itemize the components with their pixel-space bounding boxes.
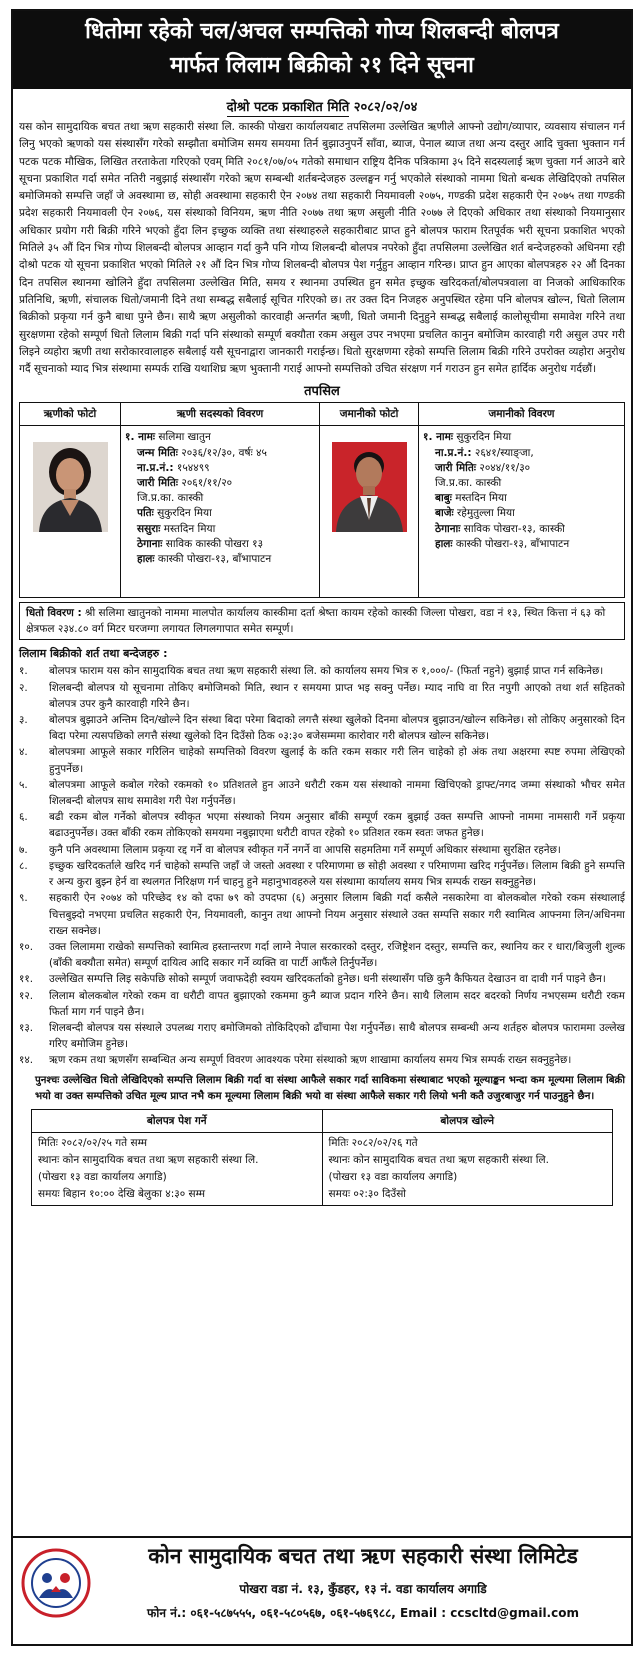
notice-page: [11, 9, 633, 1646]
banner-line-1: धितोमा रहेको चल/अचल सम्पत्तिको गोप्य शिलबन्दी बोलपत्र: [85, 19, 559, 44]
term-item: ४. बोलपत्रमा आफूले सकार गरिलिन चाहेको सम्पत्तिको विवरण खुलाई के कति रकम सकार गरी लिन चाहेको हो अंक तथा अक्षरमा स्पष्ट रुपमा लेखिएको हुनुपर्नेछ।: [19, 746, 625, 775]
header-guarantor-details: जमानीको विवरण: [419, 403, 625, 426]
submit-place-detail: (पोखरा १३ वडा कार्यालय अगाडि): [38, 1170, 167, 1183]
header-borrower-details: ऋणी सदस्यको विवरण: [121, 403, 320, 426]
borrower-citizenship-row: ना.प्र.नं.: १५४४९९: [137, 461, 210, 474]
guarantor-address-row: ठेगानाः साविक पोखरा-१३, कास्की: [435, 522, 565, 535]
collateral-label: धितो विवरण :: [26, 607, 82, 620]
borrower-dob-row: जन्म मितिः २०३६/१२/३०, वर्षः ४५: [137, 446, 267, 459]
guarantor-issue-date-row: जारी मितिः २०४४/११/३०: [435, 461, 531, 474]
terms-list: [13, 663, 631, 1068]
tapasil-title: तपसिल: [304, 384, 340, 400]
borrower-issue-office-row: जि.प्र.का. कास्की: [137, 492, 204, 505]
guarantor-photo-cell: [320, 426, 419, 598]
open-cell: [322, 1132, 613, 1205]
borrower-issue-date-row: जारी मितिः २०६१/११/२०: [137, 477, 233, 490]
term-item: १. बोलपत्र फाराम यस कोन सामुदायिक बचत तथा ऋण सहकारी संस्था लि. को कार्यालय समय भित्र रु १,०००/- (फिर्ता नहुने) बुझाई प्राप्त गर्न सकिनेछ।: [19, 665, 604, 678]
borrower-current-address-row: हालः कास्की पोखरा-१३, बाँभापाटन: [137, 553, 272, 566]
header-open: बोलपत्र खोल्ने: [322, 1109, 613, 1132]
term-item: ७. कुनै पनि अवस्थामा लिलाम प्रकृया रद्द गर्ने वा बोलपत्र स्वीकृत गर्ने नगर्ने वा आपसि सहमतिमा गर्ने सम्पूर्ण अधिकार संस्थामा सुरक्षित रहनेछ।: [19, 843, 561, 856]
term-item: २. शिलबन्दी बोलपत्र यो सूचनामा तोकिए बमोजिमको मिति, स्थान र समयमा प्राप्त भइ सक्नु पर्नेछ। म्याद नाघि वा रित नपुगी आएको तथा शर्त सहितको बोलपत्र उपर कुनै कारवाही गरिने छैन।: [19, 681, 625, 710]
submit-date: मितिः २०८२/०२/२५ गते सम्म: [38, 1136, 148, 1149]
open-date: मितिः २०८२/०२/२६ गते: [328, 1136, 418, 1149]
term-item: ९. सहकारी ऐन २०७४ को परिच्छेद १४ को दफा ७९ को उपदफा (६) अनुसार लिलाम बिक्री गर्दा कसैले नसकारेमा वा बोलकबोल गरेको रकम संस्थालाई चित्तबुझ्दो नभएमा प्रचलित सहकारी ऐन, नियमावली, कानुन तथा आफ्नो नियम अनुसार संस्थाले उक्त सम्पत्ति सकार गरी स्वामित्व आफ्नमा लिन/अधिनमा राख्न सक्नेछ।: [19, 892, 625, 937]
publication-date: २०८२/०२/०४: [353, 100, 418, 115]
borrower-name-row: १. नामः सलिमा खातुन: [125, 431, 211, 444]
guarantor-details-cell: [419, 426, 625, 598]
guarantor-grandfather-row: बाजेः रहेमुतुल्ला मिया: [435, 507, 515, 520]
details-table: [19, 402, 625, 598]
borrower-photo-cell: [20, 426, 121, 598]
borrower-father-in-law-row: ससुराः मस्तदिन मिया: [137, 522, 216, 535]
borrower-address-row: ठेगानाः साविक कास्की पोखरा १३: [137, 537, 264, 550]
open-time: समयः ०२:३० दिउँसो: [328, 1187, 407, 1200]
terms-title: लिलाम बिक्रीको शर्त तथा बन्देजहरु :: [19, 647, 168, 661]
guarantor-name-row: १. नामः सुकुरदिन मिया: [423, 431, 512, 444]
term-item: ३. बोलपत्र बुझाउने अन्तिम दिन/खोल्ने दिन संस्था बिदा परेमा बिदाको लगत्तै संस्था खुलेको दिनमा बोलपत्र बुझाउन/खोल्न सकिनेछ। सो तोकिए अनुसारको दिन बिदा परेमा त्यसपछिको लगत्तै संस्था खुलेको दिन दिउँसो ठिक ०३:३० बजेसम्ममा कारोवार गरी बोलपत्र खोल्न सकिनेछ।: [19, 714, 625, 743]
term-item: ११. उल्लेखित सम्पत्ति लिइ सकेपछि सोको सम्पूर्ण जवाफदेही स्वयम खरिदकर्ताको हुनेछ। धनी संस्थासँग पछि कुनै कैफियत देखाउन वा दावी गर्न पाइने छैन।: [19, 973, 606, 986]
term-item: ८. इच्छुक खरिदकर्ताले खरिद गर्न चाहेको सम्पत्ति जहाँ जे जस्तो अवस्था र परिमाणमा छ सोही अवस्था र परिमाणमा खरिद गर्नुपर्नेछ। लिलाम बिक्री हुने सम्पत्ति र अन्य कुरा बुझ्न हेर्न वा स्थलगत निरिक्षण गर्न चाहनु हुने महानुभावहरुले यस संस्थामा कार्यालय समय भित्र सम्पर्क राख्न सक्नुहुनेछ।: [19, 859, 625, 889]
organization-footer: [13, 1536, 631, 1644]
collateral-text: श्री सलिमा खातुनको नाममा मालपोत कार्यालय कास्कीमा दर्ता श्रेष्ता कायम रहेको कास्की जिल्ला पोखरा, वडा नं १३, स्थित कित्ता नं ६३ को क्षेत्रफल २३४.८० वर्ग मिटर घरजग्गा लगायत लिगलगापात समेत सम्पूर्ण।: [26, 607, 606, 636]
term-item: १४. ऋण रकम तथा ऋणसँग सम्बन्धित अन्य सम्पूर्ण विवरण आवश्यक परेमा संस्थाको ऋण शाखामा कार्यालय समय भित्र सम्पर्क राख्न सक्नुहुनेछ।: [19, 1054, 572, 1067]
publication-label: दोश्रो पटक प्रकाशित मिति: [226, 100, 350, 115]
intro-paragraph: यस कोन सामुदायिक बचत तथा ऋण सहकारी संस्था लि. कास्की पोखरा कार्यालयबाट तपसिलमा उल्लेखित ऋणीले आफ्नो उद्योग/व्यापार, व्यवसाय संचालन गर्न लिनु भएको ऋणको यस संस्थासँग गरेको सम्झौता बमोजिम समय समयमा तिर्न बुझाउनुपर्ने साँवा, ब्याज, पेनाल ब्याज तथा अन्य दस्तुर आदि चुक्ता भुक्तान गर्न पटक पटक मौखिक, लिखित तरताकेता गरिएको एवम् मिति २०८१/०७/०५ गतेको समाधान राष्ट्रिय दैनिक पत्रिकामा ३५ दिने सदस्यलाई ऋण चुक्ता गर्न आउने बारे सूचना प्रकाशित गर्दा समेत नतिरी नबुझाई संस्थासँग गरेको ऋण सम्बन्धी शर्तबन्देजहरु उल्लङ्घन गर्नु भएकोले संस्थाको नाममा धितो बन्धक लेखिदिएको तपसिल बमोजिमको सम्पत्ति जहाँ जे अवस्थामा छ, सोही अवस्थामा सहकारी ऐन २०७४ तथा सहकारी नियमावली २०७५, गण्डकी प्रदेश सहकारी ऐन २०७५ तथा गण्डकी प्रदेश सहकारी नियमावली ऐन २०७६, यस संस्थाको विनियम, ऋण नीति २०७७ तथा ऋण असुली नीति २०७७ ले दिएको अधिकार तथा संस्थाको नियमानुसार अधिकार प्रयोग गरी बिक्री गरिने भएको हुँदा लिन इच्छुक व्यक्ति तथा संस्थाहरुले सहकारीबाट प्राप्त हुने बोलपत्र फाराम रितपूर्वक भरी सूचना प्रकाशित भएको मितिले ३५ औं दिन भित्र गोप्य शिलबन्दी बोलपत्र आव्हान गर्दा कुनै पनि गोप्य शिलबन्दी बोलपत्र नपरेको हुँदा तपसिलमा उल्लेखित शर्त बन्देजहरुको अधिनमा रही दोश्रो पटक यो सूचना प्रकाशित भएको मितिले २१ औं दिन भित्र गोप्य शिलबन्दी बोलपत्र पेश गर्नुहुन आव्हान गरिन्छ। प्राप्त हुन आएका बोलपत्रहरु २२ औं दिनका दिन तपसिल स्थानमा खोलिने हुँदा तपसिलमा उल्लेखित मिति, समय र स्थानमा उपस्थित हुन समेत इच्छुक खरिदकर्ता/बोलपत्रवाला वा निजको आधिकारिक प्रतिनिधि, ऋणी, संचालक धितो/जमानी दिने तथा सम्बद्ध सबैलाई सूचित गरिएको छ। तर उक्त दिन निजहरु अनुपस्थित रहेमा पनि बोलपत्र खोल्न, धितो लिलाम बिक्रीको प्रकृया गर्न कुनै बाधा पुग्ने छैन। साथै ऋण असुलीको कारवाही अन्तर्गत ऋणी, धितो जमानी दिनुहुने सम्बद्ध सबैलाई कालोसूचीमा समावेश गरिने तथा सुरक्षणमा रहेको सम्पूर्ण धितो लिलाम बिक्री गर्दा पनि संस्थाको सम्पूर्ण बक्यौता रकम असुल उपर नभएमा प्रचलित कानुन बमोजिम कारवाही गरी असुल उपर गरी लिइने व्यहोरा ऋणी तथा सरोकारवालाहरु सबैलाई यसै सूचनाद्वारा जानकारी गराईन्छ। धितो सुरक्षणमा रहेको सम्पत्ति लिलाम बिक्री गरिने उपरोक्त व्यहोरा अनुरोध गर्दै सूचनाको म्याद भित्र संस्थामा सम्पर्क राखि यथाशिघ्र ऋण भुक्तानी गराई आफ्नो सम्पत्तिको उचित संरक्षण गर्न गराउन हुन समेत हार्दिक अनुरोध गर्दछौं।: [19, 121, 625, 376]
organization-contact: फोन नं.: ०६१-५८७५५५, ०६१-५८०५६७, ०६१-५७६९८८, Email : ccscltd@gmail.com: [147, 1606, 579, 1620]
tender-schedule-table: [31, 1109, 613, 1206]
submit-place: स्थानः कोन सामुदायिक बचत तथा ऋण सहकारी संस्था लि.: [38, 1153, 259, 1166]
borrower-husband-row: पतिः सुकुरदिन मिया: [137, 507, 212, 520]
term-item: १०. उक्त लिलाममा राखेको सम्पत्तिको स्वामित्व हस्तान्तरण गर्दा लाग्ने नेपाल सरकारको दस्तुर, रजिष्ट्रेशन दस्तुर, सम्पत्ति कर, स्थानिय कर र धारा/बिजुली शुल्क (बाँकी बक्यौता समेत) सम्पूर्ण दायित्व आदि सकार गर्ने व्यक्ति वा पार्टी आफैंले तिर्नुपर्नेछ।: [19, 940, 625, 970]
open-place-detail: (पोखरा १३ वडा कार्यालय अगाडि): [328, 1170, 458, 1183]
notice-banner: [13, 11, 631, 89]
header-guarantor-photo: जमानीको फोटो: [320, 403, 419, 426]
header-submit: बोलपत्र पेश गर्ने: [32, 1109, 323, 1132]
postscript-note: पुनश्चः उल्लेखित धितो लेखिदिएको सम्पत्ति लिलाम बिक्री गर्दा वा संस्था आफैले सकार गर्दा साविकमा संस्थाबाट भएको मूल्याङ्कन भन्दा कम मूल्यमा लिलाम बिक्री भयो वा उक्त सम्पत्तिको उचित मूल्य प्राप्त नभै कम मूल्यमा लिलाम बिक्री भयो वा संस्था आफैले सकार गरी लियो भनी कतै उजुरबाजुर गर्न पाउनुहुने छैन।: [35, 1074, 625, 1102]
submit-cell: [32, 1132, 323, 1205]
guarantor-current-address-row: हालः कास्की पोखरा-१३, बाँभापाटन: [435, 537, 570, 550]
collateral-details: [19, 602, 625, 640]
organization-name: कोन सामुदायिक बचत तथा ऋण सहकारी संस्था लिमिटेड: [148, 1544, 578, 1568]
borrower-photo: [33, 442, 108, 532]
guarantor-photo: [332, 442, 407, 532]
publication-date-line: [13, 97, 631, 115]
term-item: १२. लिलाम बोलकबोल गरेको रकम वा धरौटी वापत बुझाएको रकममा कुनै ब्याज प्रदान गरिने छैन। साथै लिलाम सदर बदरको निर्णय नभएसम्म धरौटी रकम फिर्ता माग गर्न पाइने छैन।: [19, 989, 625, 1018]
guarantor-citizenship-row: ना.प्र.नं.: २६४१/स्याङ्जा,: [435, 446, 534, 459]
borrower-details-cell: [121, 426, 320, 598]
cooperative-logo-icon: [21, 1548, 91, 1618]
submit-time: समयः बिहान १०:०० देखि बेलुका ४:३० सम्म: [38, 1187, 206, 1200]
guarantor-issue-office-row: जि.प्र.का. कास्की: [435, 477, 502, 490]
term-item: ६. बढी रकम बोल गर्नेको बोलपत्र स्वीकृत भएमा संस्थाको नियम अनुसार बाँकी सम्पूर्ण रकम बुझाई उक्त सम्पत्ति आफ्नो नाममा नामसारी गर्ने प्रकृया बढाउनुपर्नेछ। उक्त बाँकी रकम तोकिएको समयमा नबुझाएमा धरौटी वापत रहेको १० प्रतिशत रकम स्वतः जफत हुनेछ।: [19, 811, 625, 840]
organization-address: पोखरा वडा नं. १३, कुँडहर, १३ नं. वडा कार्यालय अगाडि: [239, 1582, 487, 1596]
header-borrower-photo: ऋणीको फोटो: [20, 403, 121, 426]
term-item: १३. शिलबन्दी बोलपत्र यस संस्थाले उपलब्ध गराए बमोजिमको तोकिदिएको ढाँचामा पेश गर्नुपर्नेछ। साथै बोलपत्र सम्बन्धी अन्य शर्तहरु बोलपत्र फाराममा उल्लेख गरिए बमोजिम हुनेछ।: [19, 1021, 625, 1051]
banner-line-2: मार्फत लिलाम बिक्रीको २१ दिने सूचना: [170, 53, 474, 78]
guarantor-father-row: बाबुः मस्तदिन मिया: [435, 492, 507, 505]
open-place: स्थानः कोन सामुदायिक बचत तथा ऋण सहकारी संस्था लि.: [328, 1153, 549, 1166]
term-item: ५. बोलपत्रमा आफूले कबोल गरेको रकमको १० प्रतिशतले हुन आउने धरौटी रकम यस संस्थाको नाममा खिचिएको ड्राफ्ट/नगद जम्मा संस्थाको भौचर समेत शिलबन्दी बोलपत्र साथ समावेश गरी पेश गर्नुपर्नेछ।: [19, 778, 625, 808]
